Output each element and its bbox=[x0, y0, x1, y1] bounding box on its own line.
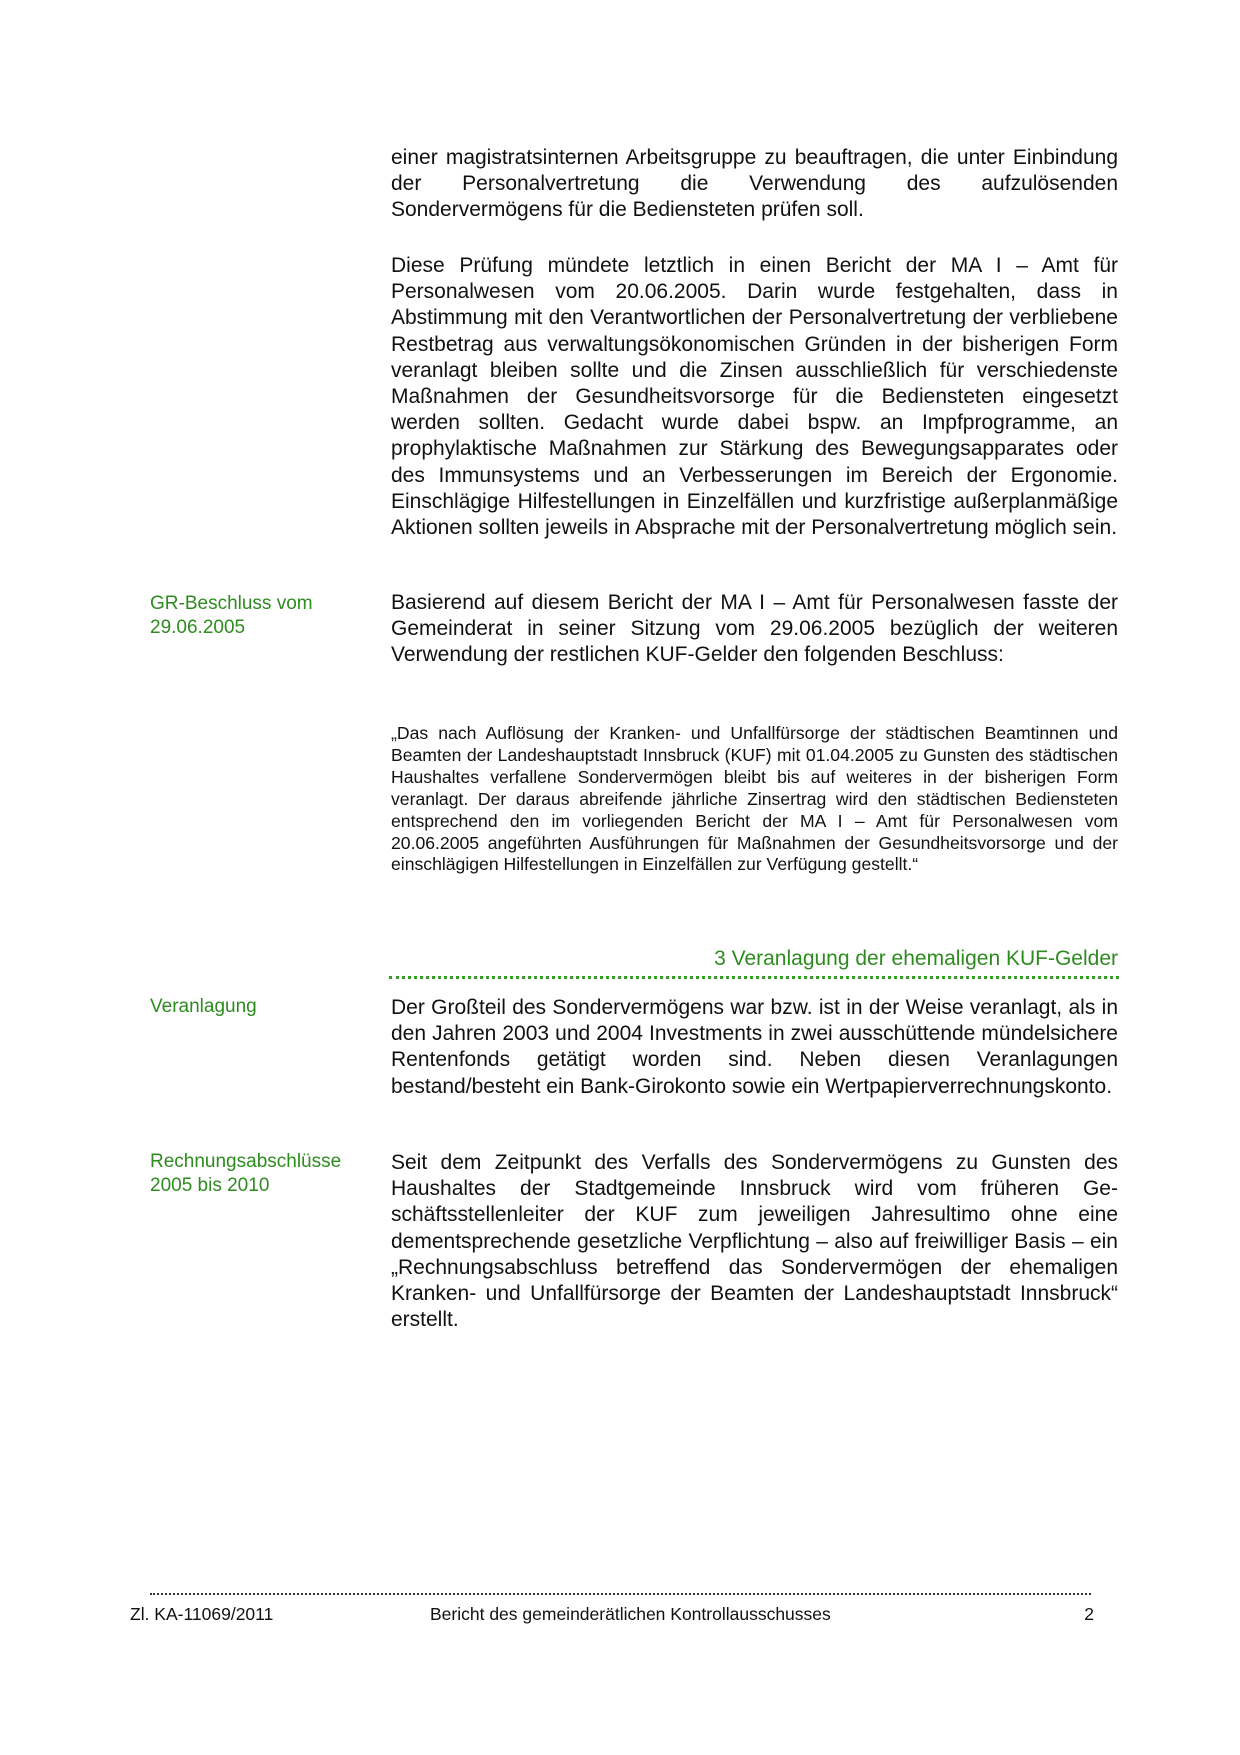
quoted-resolution: „Das nach Auflösung der Kranken- und Unfallfürsorge der städtischen Beamtinnen und Beamten der Landeshauptstadt Innsbruck (KUF) mit 01.04.2005 zu Gunsten des städtischen Haushaltes verfallene Sondervermögen bleibt bis auf weiteres in der bisherigen Form veranlagt. Der daraus abreifende jährliche Zinsertrag wird den städtischen Bediensteten entsprechend den im vorliegenden Bericht der MA I – Amt für Personalwesen vom 20.06.2005 angeführten Ausführungen für Maßnahmen der Gesundheitsvorsorge und der einschlägigen Hilfestellungen in Einzelfällen zur Verfügung gestellt.“ bbox=[391, 723, 1118, 875]
footer-title: Bericht des gemeinderätlichen Kontrollausschusses bbox=[430, 1604, 831, 1624]
margin-note-veranlagung: Veranlagung bbox=[150, 996, 257, 1017]
paragraph-review-report: Diese Prüfung mündete letztlich in einen Bericht der MA I – Amt für Personalwesen vom 20.06.2005. Darin wurde festgehalten, dass in Abstimmung mit den Verantwortlichen der Personalvertretung der verbliebene Restbetrag aus verwaltungsökonomischen Gründen in der bisherigen Form veranlagt bleiben sollte und die Zinsen ausschließlich für verschiedenste Maßnahmen der Gesundheitsvorsorge für die Bediensteten eingesetzt werden sollten. Gedacht wurde dabei bspw. an Impfprogramme, an prophylaktische Maßnahmen zur Stärkung des Bewegungsapparates oder des Immunsystems und an Verbesserungen im Bereich der Ergonomie. Einschlägige Hilfestellungen in Einzelfällen und kurzfristige außerplanmäßige Aktionen sollten jeweils in Absprache mit der Personalvertretung möglich sein. bbox=[391, 254, 1118, 540]
section-heading: 3 Veranlagung der ehemaligen KUF-Gelder bbox=[714, 947, 1118, 970]
margin-note-rechnungsabschluesse: Rechnungsabschlüsse 2005 bis 2010 bbox=[150, 1151, 342, 1196]
paragraph-working-group: einer magistratsinternen Arbeitsgruppe zu beauftragen, die unter Einbindung der Personalvertretung die Verwendung des aufzulösenden Sondervermögens für die Bediensteten prüfen soll. bbox=[391, 146, 1118, 222]
margin-note-gr-beschluss: GR-Beschluss vom 29.06.2005 bbox=[150, 593, 313, 638]
footer-page-number: 2 bbox=[1084, 1604, 1094, 1624]
section-heading-rule bbox=[389, 976, 1119, 979]
paragraph-council-decision: Basierend auf diesem Bericht der MA I – Amt für Personalwesen fasste der Gemeinderat in seiner Sitzung vom 29.06.2005 bezüglich der weiteren Verwendung der restlichen KUF-Gelder den folgenden Beschluss: bbox=[391, 591, 1118, 667]
footer-reference: Zl. KA-11069/2011 bbox=[130, 1604, 274, 1624]
paragraph-investment: Der Großteil des Sondervermögens war bzw. ist in der Weise veranlagt, als in den Jahren 2003 und 2004 Investments in zwei ausschüttende mündelsichere Rentenfonds getätigt worden sind. Neben diesen Veranlagungen bestand/besteht ein Bank-Girokonto sowie ein Wertpapierverrechnungskonto. bbox=[391, 996, 1118, 1098]
footer-rule bbox=[150, 1593, 1091, 1595]
paragraph-annual-accounts: Seit dem Zeitpunkt des Verfalls des Sondervermögens zu Gunsten des Haushaltes der Stadtgemeinde Innsbruck wird vom früheren Geschäftsstellenleiter der KUF zum jeweiligen Jahresultimo ohne eine dementsprechende gesetzliche Verpflichtung – also auf freiwilliger Basis – ein „Rechnungsabschluss betreffend das Sondervermögen der ehemaligen Kranken- und Unfallfürsorge der Beamten der Landeshauptstadt Innsbruck“ erstellt. bbox=[391, 1151, 1118, 1332]
